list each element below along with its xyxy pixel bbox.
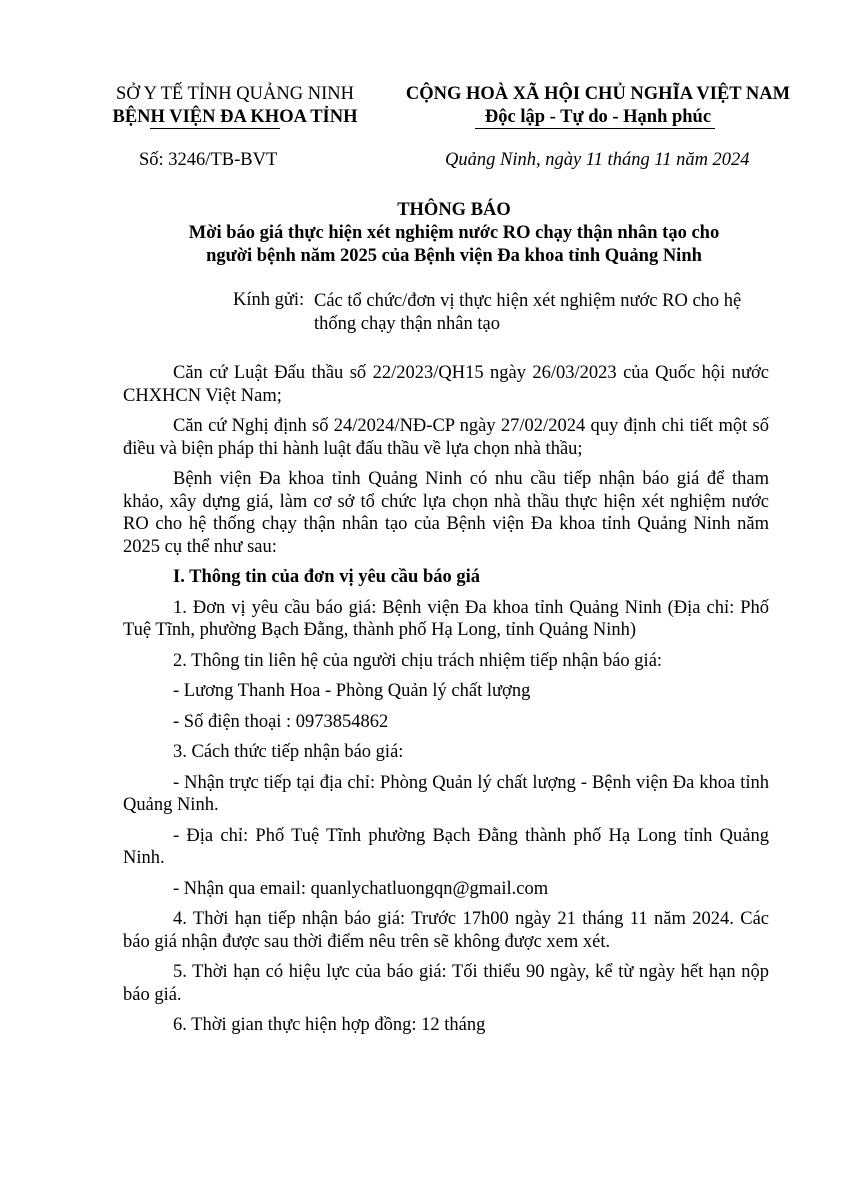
item-3-email: - Nhận qua email: quanlychatluongqn@gmail.com	[173, 878, 549, 899]
document-number: Số: 3246/TB-BVT	[139, 150, 278, 170]
national-header	[378, 83, 818, 129]
title-subject-line2: người bệnh năm 2025 của Bệnh viện Đa khoa tỉnh Quảng Ninh	[206, 246, 702, 266]
agency-parent: SỞ Y TẾ TỈNH QUẢNG NINH	[116, 84, 354, 104]
item-3-address: - Địa chỉ: Phố Tuệ Tĩnh phường Bạch Đằng thành phố Hạ Long tỉnh Quảng Ninh.	[123, 825, 769, 868]
section-heading-1: I. Thông tin của đơn vị yêu cầu báo giá	[173, 567, 481, 587]
agency-underline	[150, 128, 280, 129]
document-body	[123, 362, 769, 1037]
item-1: 1. Đơn vị yêu cầu báo giá: Bệnh viện Đa khoa tỉnh Quảng Ninh (Địa chỉ: Phố Tuệ Tĩnh, phường Bạch Đằng, thành phố Hạ Long, tỉnh Quảng Ninh)	[123, 597, 769, 640]
agency-header	[90, 83, 380, 129]
document-title	[90, 199, 818, 268]
item-2: 2. Thông tin liên hệ của người chịu trách nhiệm tiếp nhận báo giá:	[173, 650, 663, 671]
item-3: 3. Cách thức tiếp nhận báo giá:	[173, 742, 404, 762]
national-title: CỘNG HOÀ XÃ HỘI CHỦ NGHĨA VIỆT NAM	[405, 84, 791, 104]
item-2-contact: - Lương Thanh Hoa - Phòng Quản lý chất lượng	[173, 681, 531, 701]
agency-name: BỆNH VIỆN ĐA KHOA TỈNH	[112, 107, 358, 127]
item-4: 4. Thời hạn tiếp nhận báo giá: Trước 17h00 ngày 21 tháng 11 năm 2024. Các báo giá nhận được sau thời điểm nêu trên sẽ không được xem xét.	[123, 909, 769, 952]
national-motto: Độc lập - Tự do - Hạnh phúc	[484, 107, 712, 127]
title-subject-line1: Mời báo giá thực hiện xét nghiệm nước RO chạy thận nhân tạo cho	[188, 223, 720, 243]
title-heading: THÔNG BÁO	[397, 200, 511, 220]
item-6: 6. Thời gian thực hiện hợp đồng: 12 tháng	[173, 1015, 486, 1035]
purpose-paragraph: Bệnh viện Đa khoa tỉnh Quảng Ninh có nhu cầu tiếp nhận báo giá để tham khảo, xây dựng giá, làm cơ sở tổ chức lựa chọn nhà thầu thực hiện xét nghiệm nước RO cho hệ thống chạy thận nhân tạo của Bệnh viện Đa khoa tỉnh Quảng Ninh năm 2025 cụ thể như sau:	[123, 469, 769, 557]
legal-basis-1: Căn cứ Luật Đấu thầu số 22/2023/QH15 ngày 26/03/2023 của Quốc hội nước CHXHCN Việt Nam;	[123, 363, 769, 406]
item-2-phone: - Số điện thoại : 0973854862	[173, 711, 389, 732]
place-date: Quảng Ninh, ngày 11 tháng 11 năm 2024	[445, 150, 750, 170]
recipient-label: Kính gửi:	[233, 290, 305, 310]
item-5: 5. Thời hạn có hiệu lực của báo giá: Tối thiểu 90 ngày, kể từ ngày hết hạn nộp báo giá.	[123, 962, 769, 1005]
recipient-text: Các tổ chức/đơn vị thực hiện xét nghiệm nước RO cho hệ thống chạy thận nhân tạo	[314, 291, 742, 334]
legal-basis-2: Căn cứ Nghị định số 24/2024/NĐ-CP ngày 27/02/2024 quy định chi tiết một số điều và biện pháp thi hành luật đấu thầu về lựa chọn nhà thầu;	[123, 416, 769, 459]
motto-underline	[475, 128, 715, 129]
item-3-direct: - Nhận trực tiếp tại địa chỉ: Phòng Quản lý chất lượng - Bệnh viện Đa khoa tỉnh Quảng Ninh.	[123, 772, 769, 815]
